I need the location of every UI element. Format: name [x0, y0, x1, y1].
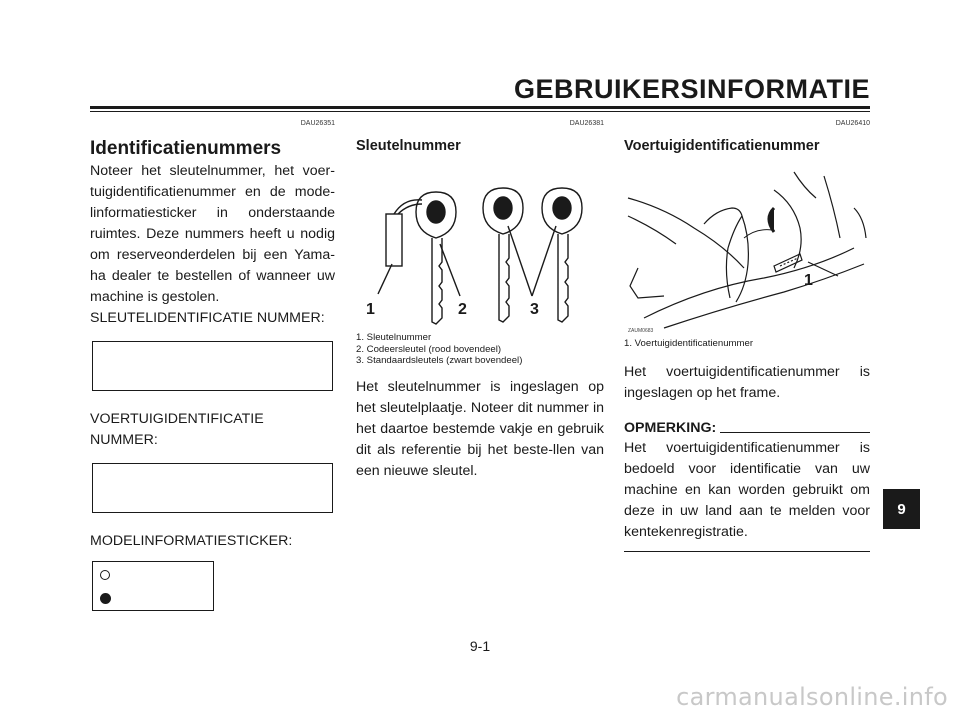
- caption-1: 1. Voertuigidentificatienummer: [624, 338, 754, 349]
- vin-label: VOERTUIGIDENTIFICATIE NUMMER:: [90, 411, 264, 448]
- note-text: Het voertuigidentificatienummer is bedoeld voor identificatie van uw machine en kan worden gebruikt om deze in uw land aan te melden voor kentekenregistratie.: [624, 439, 870, 540]
- header-rule: [90, 106, 870, 109]
- figure-code: ZAUM0683: [628, 328, 654, 334]
- page-header-title: GEBRUIKERSINFORMATIE: [513, 74, 870, 104]
- section-code: DAU26410: [835, 120, 870, 127]
- frame-illustration: [624, 168, 870, 336]
- frame-drawing: [624, 168, 870, 336]
- vin-field: [92, 463, 333, 513]
- watermark: carmanualsonline.info: [676, 683, 948, 711]
- section-code: DAU26351: [300, 120, 335, 127]
- caption-2: 2. Codeersleutel (rood bovendeel): [356, 343, 502, 355]
- key-1: [416, 192, 456, 324]
- filled-circle-icon: [100, 593, 111, 604]
- identification-column: [90, 120, 335, 611]
- section-heading: Voertuigidentificatienummer: [624, 138, 820, 154]
- note-rule: [720, 432, 870, 433]
- callout-2: 2: [458, 301, 467, 318]
- key-3: [542, 188, 582, 322]
- vin-column: [624, 120, 870, 552]
- key-number-column: [356, 120, 604, 482]
- keys-drawing: [356, 174, 602, 334]
- open-circle-icon: [100, 570, 110, 580]
- vin-paragraph: Het voertuigidentificatienummer is ingeslagen op het frame.: [624, 363, 870, 401]
- note-heading: [624, 418, 870, 438]
- note-label: OPMERKING:: [624, 419, 717, 436]
- note-end-rule: [624, 551, 870, 552]
- section-heading: Identificatienummers: [90, 138, 282, 159]
- callout-1: 1: [804, 272, 813, 289]
- key-2: [483, 188, 523, 322]
- model-sticker-field: [92, 561, 214, 611]
- key-tag: [386, 214, 402, 266]
- key-number-field: [92, 341, 333, 391]
- key-number-label: SLEUTELIDENTIFICATIE NUMMER:: [90, 310, 325, 326]
- model-label-title: MODELINFORMATIESTICKER:: [90, 533, 293, 549]
- header-rule-thin: [90, 111, 870, 112]
- callout-3: 3: [530, 301, 539, 318]
- callout-1: 1: [366, 301, 375, 318]
- section-code: DAU26381: [569, 120, 604, 127]
- section-heading: Sleutelnummer: [356, 138, 461, 154]
- keys-illustration: [356, 174, 602, 334]
- caption-3: 3. Standaardsleutels (zwart bovendeel): [356, 355, 523, 366]
- key-paragraph: Het sleutelnummer is ingeslagen op het sleutelplaatje. Noteer dit nummer in het daartoe bestemde vakje en gebruik dit als referentie bij het beste-llen van een nieuwe sleutel.: [356, 378, 604, 479]
- chapter-tab: 9: [883, 489, 920, 529]
- caption-1: 1. Sleutelnummer: [356, 332, 432, 343]
- page-number: 9-1: [469, 638, 491, 654]
- intro-paragraph: Noteer het sleutelnummer, het voer-tuigidentificatienummer en de mode-linformatiesticker in onderstaande ruimtes. Deze nummers heeft u nodig om reserveonderdelen bij een Yama-ha dealer te bestellen of wanneer uw machine is gestolen.: [90, 163, 335, 305]
